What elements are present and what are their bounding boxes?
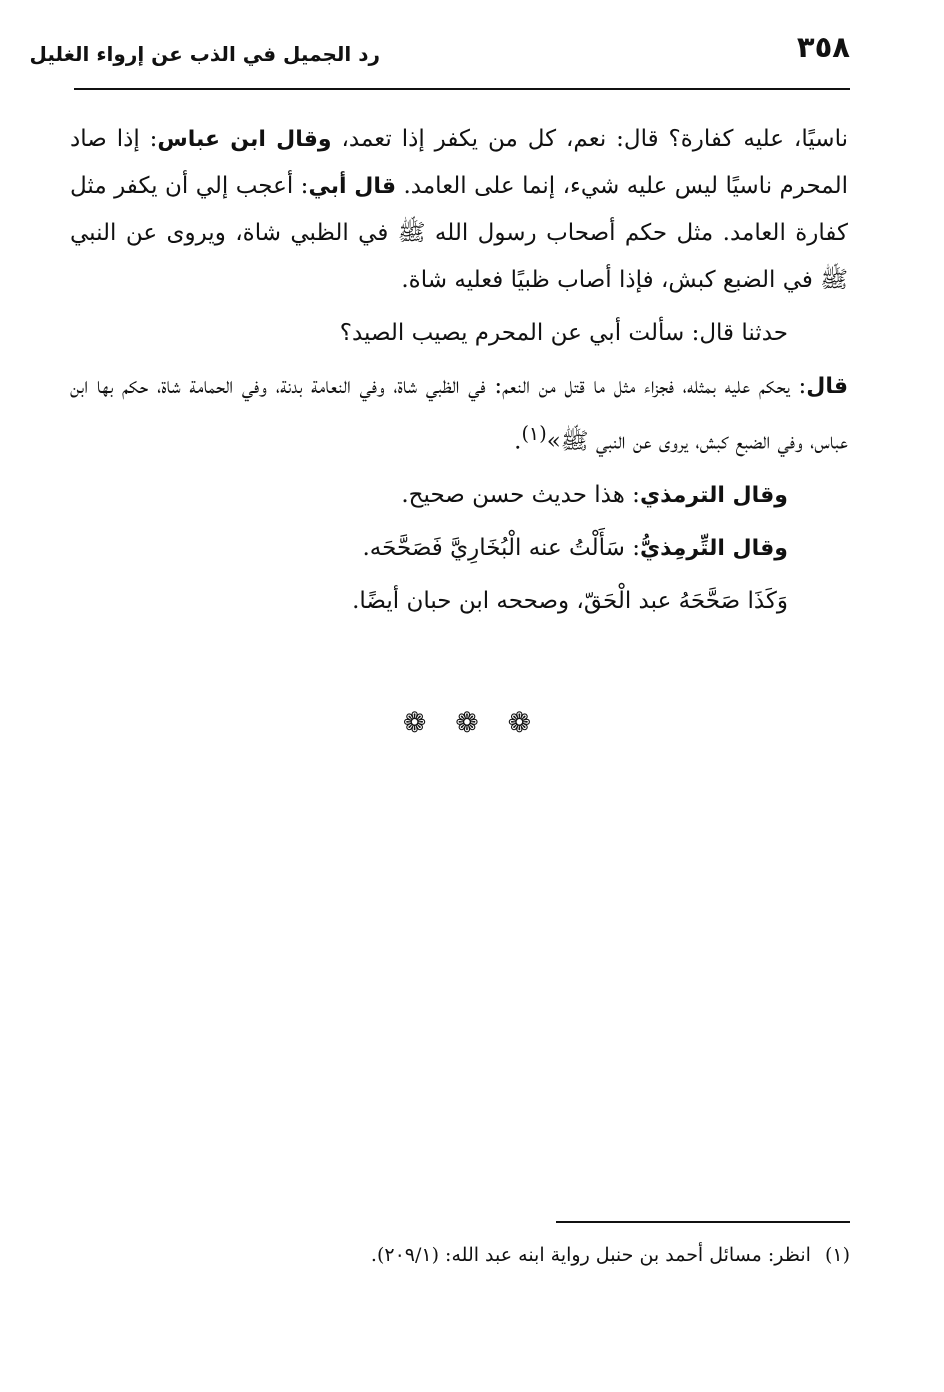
text-run: : يحكم عليه بمثله، فجزاء مثل ما قتل من النعم: في الظبي شاة، وفي النعامة بدنة، وفي الحمامة شاة، حكم بها ابن عباس، وفي الضبع كبش، يروى عن النبي ﷺ» xyxy=(70,373,848,455)
section-separator: ❁ ❁ ❁ xyxy=(402,706,542,739)
page-number: ٣٥٨ xyxy=(796,30,850,64)
paragraph-5 xyxy=(70,525,848,572)
bold-run: وقال التِّرمِذيُّ xyxy=(639,535,788,561)
text-run: : أعجب إلي أن يكفر مثل كفارة العامد. مثل حكم أصحاب رسول الله ﷺ في الظبي شاة، ويروى عن النبي ﷺ في الضبع كبش، فإذا أصاب ظبيًا فعليه شاة. xyxy=(70,173,848,293)
footnote-marker: (١) xyxy=(824,1244,850,1266)
paragraph-6 xyxy=(70,578,848,625)
paragraph-1 xyxy=(70,116,848,304)
footnote-text: انظر: مسائل أحمد بن حنبل رواية ابنه عبد الله: (٢٠٩/١). xyxy=(370,1244,811,1266)
footnote-reference: (١) xyxy=(521,422,547,445)
text-run: : هذا حديث حسن صحيح. xyxy=(401,481,640,508)
bold-run: وقال الترمذي xyxy=(639,482,788,508)
text-run: ناسيًا، عليه كفارة؟ قال: نعم، كل من يكفر إذا تعمد، xyxy=(331,126,848,152)
bold-run: قال xyxy=(806,374,848,399)
text-run: : إذا صاد المحرم ناسيًا ليس عليه شيء، إنما على العامد. xyxy=(70,126,848,199)
footnote xyxy=(200,1240,850,1270)
text-run: . xyxy=(514,428,522,455)
body-text xyxy=(70,116,848,625)
paragraph-4 xyxy=(70,472,848,519)
running-title: رد الجميل في الذب عن إرواء الغليل xyxy=(29,42,380,66)
header-rule xyxy=(74,88,850,90)
paragraph-2 xyxy=(70,310,848,357)
footnote-rule xyxy=(556,1221,850,1223)
text-run: وَكَذَا صَحَّحَهُ عبد الْحَقّ، وصححه ابن حبان أيضًا. xyxy=(352,587,788,614)
text-run: حدثنا قال: سألت أبي عن المحرم يصيب الصيد؟ xyxy=(339,320,788,346)
bold-run: وقال ابن عباس xyxy=(157,127,332,152)
paragraph-3 xyxy=(70,363,848,466)
text-run: : سَأَلْتُ عنه الْبُخَارِيَّ فَصَحَّحَه. xyxy=(362,534,640,561)
bold-run: قال أبي xyxy=(308,174,397,199)
